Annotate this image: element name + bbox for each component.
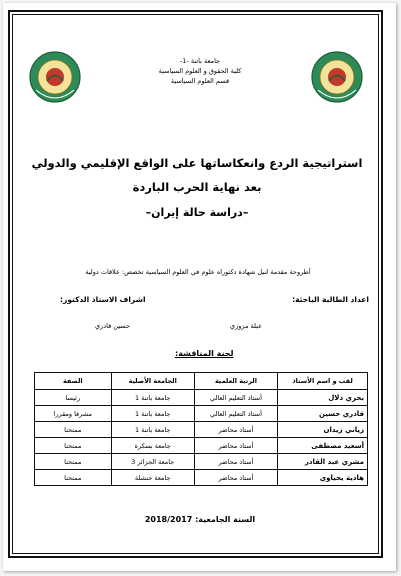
supervisor-label: اشراف الاستاذ الدكتور: bbox=[60, 295, 146, 304]
title-line-1: استراتيجية الردع وانعكاساتها على الواقع الإقليمي والدولي bbox=[31, 156, 363, 170]
student-name: عبلة مزوزي bbox=[230, 322, 262, 330]
table-row bbox=[35, 470, 368, 486]
title-line-2: بعد نهاية الحرب الباردة bbox=[132, 180, 262, 194]
member-university: جامعة خنشلة bbox=[111, 470, 194, 486]
table-row bbox=[35, 438, 368, 454]
university-logo-left bbox=[28, 50, 82, 104]
member-rank: أستاذ محاضر bbox=[194, 454, 277, 470]
university-name: جامعة باتنة -1- bbox=[179, 57, 221, 65]
member-role: مشرفا ومقررا bbox=[35, 406, 112, 422]
table-row bbox=[35, 390, 368, 406]
table-header-row bbox=[35, 373, 368, 390]
thesis-title bbox=[22, 152, 372, 224]
member-role: ممتحنا bbox=[35, 470, 112, 486]
column-header-university: الجامعة الأصلية bbox=[111, 373, 194, 390]
committee-table bbox=[34, 372, 368, 486]
member-rank: أستاذ محاضر bbox=[194, 422, 277, 438]
title-line-3: –دراسة حالة إيران– bbox=[145, 206, 249, 219]
academic-year-label: السنة الجامعية: bbox=[195, 515, 256, 524]
member-role: ممتحنا bbox=[35, 438, 112, 454]
department-name: قسم العلوم السياسية bbox=[170, 77, 230, 85]
member-university: جامعة باتنة 1 bbox=[111, 390, 194, 406]
committee-title: لجنة المناقشة: bbox=[175, 349, 234, 358]
academic-year-value: 2018/2017 bbox=[144, 515, 193, 524]
member-rank: أستاذ التعليم العالي bbox=[194, 390, 277, 406]
member-rank: أستاذ التعليم العالي bbox=[194, 406, 277, 422]
member-university: جامعة باتنة 1 bbox=[111, 406, 194, 422]
member-rank: أستاذ محاضر bbox=[194, 438, 277, 454]
academic-year bbox=[125, 515, 275, 524]
member-name: أسعيد مصطفى bbox=[278, 438, 368, 454]
member-role: ممتحنا bbox=[35, 422, 112, 438]
column-header-rank: الرتبة العلمية bbox=[194, 373, 277, 390]
column-header-role: الصفة bbox=[35, 373, 112, 390]
member-name: بحري دلال bbox=[278, 390, 368, 406]
table-row bbox=[35, 422, 368, 438]
student-label: اعداد الطالبة الباحثة: bbox=[292, 295, 369, 304]
table-row bbox=[35, 406, 368, 422]
member-university: جامعة باتنة 1 bbox=[111, 422, 194, 438]
faculty-name: كلية الحقوق و العلوم السياسية bbox=[158, 67, 242, 75]
institution-header bbox=[120, 56, 280, 86]
table-row bbox=[35, 454, 368, 470]
supervisor-name: حسين قادري bbox=[95, 322, 131, 330]
member-name: مشري عبد القادر bbox=[278, 454, 368, 470]
thesis-statement: أطروحة مقدمة لنيل شهادة دكتوراه علوم في العلوم السياسية تخصص: علاقات دولية bbox=[85, 268, 311, 276]
university-logo-right bbox=[310, 50, 364, 104]
member-name: زياني زيدان bbox=[278, 422, 368, 438]
member-rank: أستاذ محاضر bbox=[194, 470, 277, 486]
member-role: رئيسا bbox=[35, 390, 112, 406]
member-role: ممتحنا bbox=[35, 454, 112, 470]
column-header-name: لقب و اسم الأستاذ bbox=[278, 373, 368, 390]
member-university: جامعة الجزائر 3 bbox=[111, 454, 194, 470]
member-name: قادري حسين bbox=[278, 406, 368, 422]
member-name: هادية يحياوي bbox=[278, 470, 368, 486]
member-university: جامعة بسكرة bbox=[111, 438, 194, 454]
